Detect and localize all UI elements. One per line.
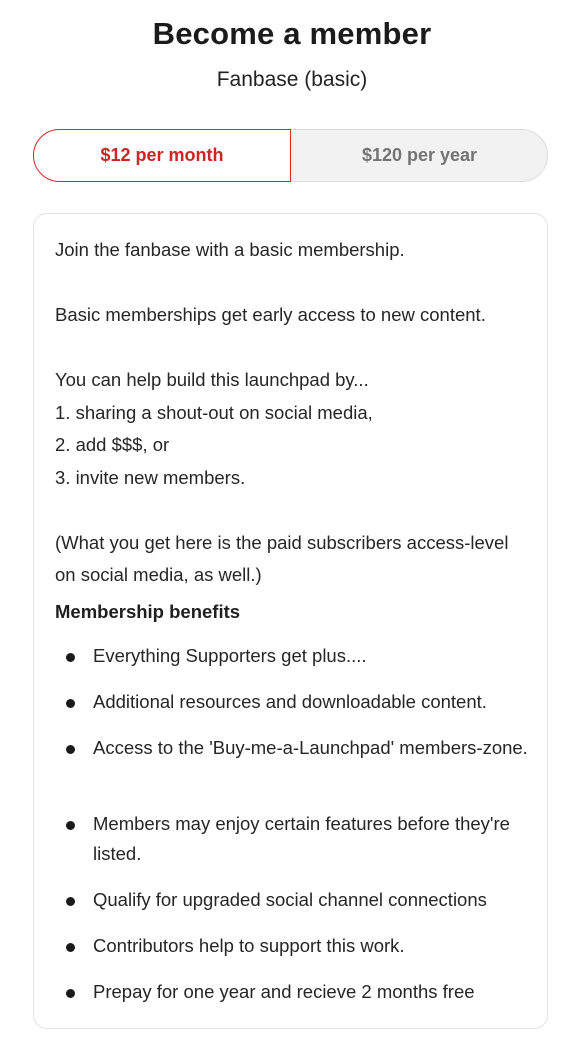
note-text: (What you get here is the paid subscribers access-level on social media, as well.) [55,531,509,585]
membership-description [55,234,525,592]
bullet-icon [66,699,75,708]
yearly-option-button[interactable]: $120 per year [361,145,478,165]
benefit-text: Prepay for one year and recieve 2 months free [93,981,475,1002]
page-title: Become a member [152,16,432,51]
bullet-icon [66,821,75,830]
bullet-icon [66,943,75,952]
plan-name: Fanbase (basic) [216,68,368,91]
help-item: 3. invite new members. [55,466,246,488]
benefit-text: Contributors help to support this work. [93,935,405,956]
monthly-option-button[interactable]: $12 per month [33,129,291,182]
benefit-text: Access to the 'Buy-me-a-Launchpad' members-zone. [93,737,528,758]
benefits-heading: Membership benefits [55,601,241,622]
help-intro-text: You can help build this launchpad by... [55,369,369,390]
intro-text: Join the fanbase with a basic membership. [55,239,405,260]
bullet-icon [66,745,75,754]
benefit-text: Members may enjoy certain features before they're listed. [93,813,510,864]
billing-period-toggle [33,129,548,182]
benefit-text: Additional resources and downloadable content. [93,691,487,712]
benefit-text: Everything Supporters get plus.... [93,645,367,666]
bullet-icon [66,653,75,662]
early-access-text: Basic memberships get early access to new content. [55,304,486,325]
help-item: 1. sharing a shout-out on social media, [55,401,373,423]
bullet-icon [66,897,75,906]
help-item: 2. add $$$, or [55,434,170,455]
bullet-icon [66,989,75,998]
benefit-text: Qualify for upgraded social channel connections [93,889,487,910]
